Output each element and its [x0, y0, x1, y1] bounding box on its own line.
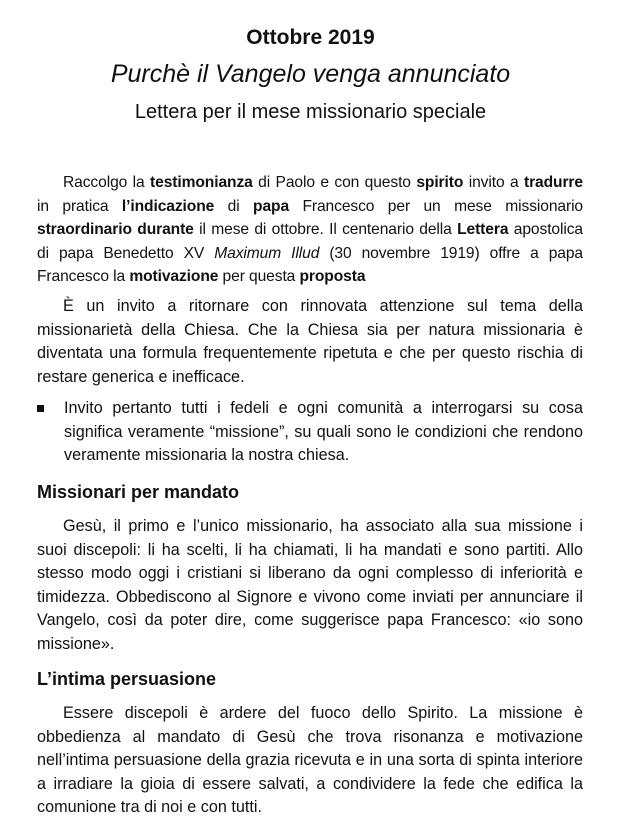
- second-paragraph: È un invito a ritornare con rinnovata attenzione sul tema della missionarietà della Chiesa. Che la Chiesa sia per natura missionaria è diventata una formula frequentemente ripetuta e che per questo rischia di restare generica e inefficace.: [37, 297, 583, 386]
- document-date: Ottobre 2019: [246, 26, 375, 49]
- document-subtitle: Lettera per il mese missionario speciale: [134, 101, 487, 123]
- text-run: di Paolo e con questo: [252, 174, 417, 191]
- bold-run: spirito: [416, 174, 464, 191]
- document-title: Purchè il Vangelo venga annunciato: [110, 60, 511, 88]
- text-run: Francesco per un mese missionario: [289, 197, 583, 215]
- text-run: invito a: [463, 174, 524, 191]
- bold-run: motivazione: [129, 268, 219, 285]
- bold-run: proposta: [299, 268, 366, 285]
- text-run: per questa: [218, 268, 300, 285]
- bold-run: testimonianza: [150, 174, 253, 191]
- text-run: il mese di ottobre. Il centenario della: [193, 221, 458, 238]
- bold-run: tradurre: [523, 174, 583, 191]
- section-heading-persuasione: L’intima persuasione: [37, 669, 217, 689]
- italic-run: Maximum Illud: [214, 244, 320, 262]
- bullet-text: Invito pertanto tutti i fedeli e ogni comunità a interrogarsi su cosa significa veramente “missione”, su quali sono le condizioni che rendono veramente missionaria la nostra chiesa.: [64, 399, 583, 464]
- bullet-item: [37, 397, 583, 468]
- text-run: apostolica di papa Benedetto XV: [37, 221, 583, 262]
- text-run: Raccolgo la: [63, 174, 151, 191]
- text-run: (30 novembre 1919) offre a papa Francesco la: [37, 244, 583, 285]
- section-persuasione-paragraph: Essere discepoli è ardere del fuoco dello Spirito. La missione è obbedienza al mandato di Gesù che trova risonanza e motivazione nell’intima persuasione della grazia ricevuta e in una sorta di spinta interiore a irradiare la gioia di essere salvati, a condividere la fede che edifica la comunione tra di noi e con tutti.: [37, 704, 583, 816]
- bold-run: durante: [137, 221, 194, 238]
- text-run: di: [214, 197, 254, 215]
- text-run: in pratica: [37, 197, 122, 215]
- section-heading-missionari: Missionari per mandato: [37, 482, 240, 502]
- section-missionari-paragraph: Gesù, il primo e l’unico missionario, ha associato alla sua missione i suoi discepoli: li ha scelti, li ha chiamati, li ha mandati e sono partiti. Allo stesso modo oggi i cristiani si liberano da ogni complesso di inferiorità e timidezza. Obbediscono al Signore e vivono come inviati per annunciare il Vangelo, così da poter dire, come suggerisce papa Francesco: «io sono missione».: [37, 517, 583, 653]
- bold-run: Lettera: [457, 221, 509, 238]
- bold-run: papa: [253, 197, 290, 215]
- bold-run: straordinario: [37, 221, 132, 238]
- bold-run: l’indicazione: [121, 197, 215, 215]
- square-bullet-icon: [37, 405, 44, 412]
- intro-paragraph: [37, 171, 583, 289]
